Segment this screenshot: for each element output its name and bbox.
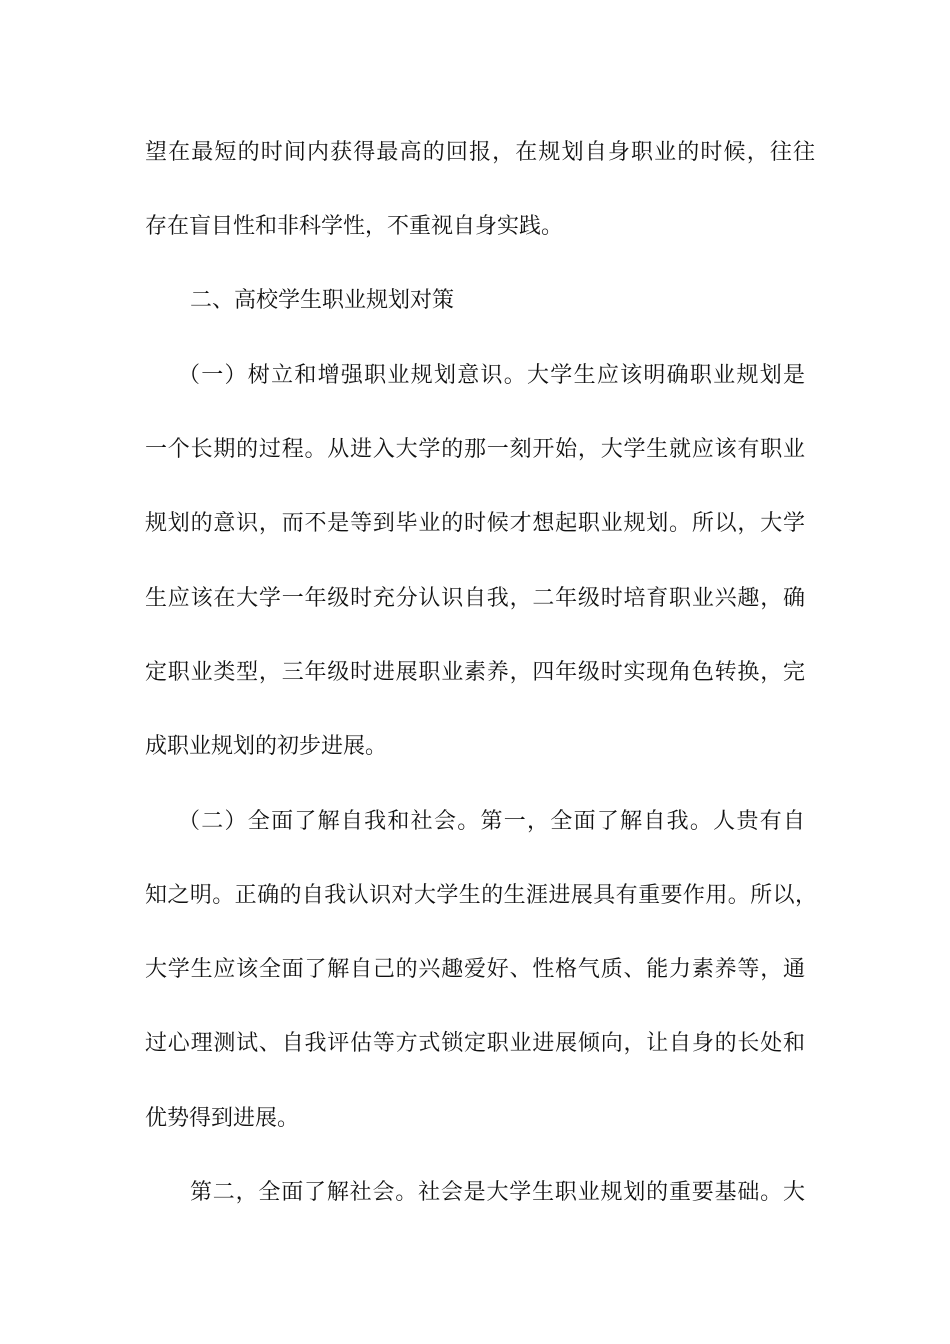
paragraph-line: 存在盲目性和非科学性，不重视自身实践。	[145, 214, 564, 239]
paragraph-line: （二）全面了解自我和社会。第一，全面了解自我。人贵有自	[178, 809, 805, 834]
paragraph-line: 望在最短的时间内获得最高的回报，在规划自身职业的时候，往往	[145, 140, 815, 165]
paragraph-line: 生应该在大学一年级时充分认识自我，二年级时培育职业兴趣，确	[145, 586, 805, 611]
paragraph-line: 过心理测试、自我评估等方式锁定职业进展倾向，让自身的长处和	[145, 1031, 805, 1056]
section-heading: 二、高校学生职业规划对策	[190, 288, 455, 313]
paragraph-line: 规划的意识，而不是等到毕业的时候才想起职业规划。所以，大学	[145, 511, 805, 536]
paragraph-line: 大学生应该全面了解自己的兴趣爱好、性格气质、能力素养等，通	[145, 957, 805, 982]
paragraph-line: 第二，全面了解社会。社会是大学生职业规划的重要基础。大	[190, 1180, 805, 1205]
paragraph-line: 优势得到进展。	[145, 1106, 300, 1131]
paragraph-line: 知之明。正确的自我认识对大学生的生涯进展具有重要作用。所以，	[145, 883, 817, 908]
paragraph-line: 一个长期的过程。从进入大学的那一刻开始，大学生就应该有职业	[145, 437, 805, 462]
paragraph-line: 成职业规划的初步进展。	[145, 734, 388, 759]
paragraph-line: （一）树立和增强职业规划意识。大学生应该明确职业规划是	[178, 363, 805, 388]
paragraph-line: 定职业类型，三年级时进展职业素养，四年级时实现角色转换，完	[145, 660, 805, 685]
